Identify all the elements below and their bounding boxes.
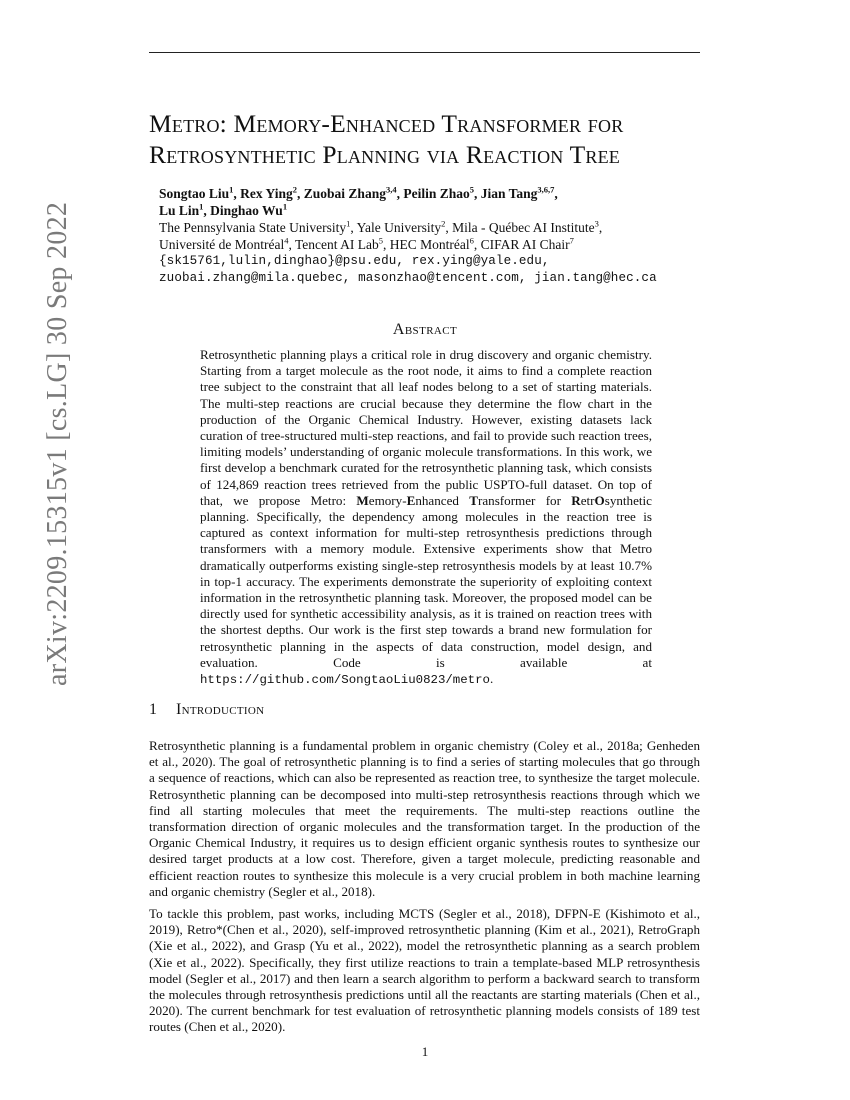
affiliation-mark: 7: [569, 235, 574, 246]
abstract-text: Retrosynthetic planning plays a critical role in drug discovery and organic chemistry. Starting from a target molecule as the root node, it aims to find a complete reaction tree subject to the constraint that all leaf nodes belong to a set of starting materials. The multi-step reactions are crucial because they determine the flow chart in the production of the Organic Chemical Industry. However, existing datasets lack curation of tree-structured multi-step reactions, and fail to provide such reaction trees, limiting models’ understanding of organic molecule transformations. In this work, we first develop a benchmark curated for the retrosynthetic planning task, which consists of 124,869 reaction trees retrieved from the public USPTO-full dataset. On top of that, we propose Metro:: [200, 347, 652, 508]
affiliation-mark: 1: [282, 201, 288, 212]
abstract-body: [200, 347, 652, 688]
section-title: Introduction: [176, 701, 265, 718]
author-name: Peilin Zhao: [403, 186, 470, 201]
section-number: 1: [149, 701, 158, 718]
author-name: Jian Tang: [480, 186, 538, 201]
acronym-text: synthetic planning.: [200, 492, 652, 525]
institution: Tencent AI Lab: [294, 237, 379, 252]
acronym-letter: E: [406, 492, 416, 508]
author-name: Songtao Liu: [159, 186, 230, 201]
affiliation-mark: 3: [594, 218, 599, 229]
affiliation-mark: 1: [346, 218, 351, 229]
acronym-letter: T: [469, 492, 478, 508]
institution: CIFAR AI Chair: [480, 237, 570, 252]
code-url-link[interactable]: https://github.com/SongtaoLiu0823/metro: [200, 673, 490, 688]
title-line-2: Retrosynthetic Planning via Reaction Tree: [149, 140, 620, 169]
affiliation-line-1: The Pennsylvania State University$^1$, Yale University$^2$, Mila - Québec AI Institute$^3$,: [159, 218, 603, 235]
page-number: 1: [421, 1044, 429, 1059]
abstract-text: Specifically, the dependency among molecules in the reaction tree is captured as context information for multi-step retrosynthesis predictions through transformers with a memory module. Extensive experiments show that Metro dramatically outperforms existing single-step retrosynthesis models by at least 10.7% in top-1 accuracy. The experiments demonstrate the superiority of exploiting context information in the retrosynthetic planning task. Moreover, the proposed model can be directly used for synthetic accessibility analysis, as it is trained on reaction trees with the shortest depths. Our work is the first step towards a brand new formulation for retrosynthetic planning in the aspects of data construction, model design, and evaluation. Code is available at: [200, 509, 652, 670]
intro-paragraph-1: Retrosynthetic planning is a fundamental problem in organic chemistry (Coley et al., 2018a; Genheden et al., 2020). The goal of retrosynthetic planning is to find a series of starting molecules that go through a sequence of reactions, which can also be represented as reaction tree, to synthesize the target molecule. Retrosynthetic planning can be decomposed into multi-step retrosynthesis reactions through which we find all starting molecules that meet the requirements. The multi-step reactions outline the transformation direction of organic molecules and the transformation target. In the production of the Organic Chemical Industry, it requires us to design efficient organic synthesis routes to synthesize our desired target products at a low cost. Therefore, given a target molecule, predicting reasonable and efficient reaction routes to synthesize this molecule is a very crucial problem in both machine learning and organic chemistry (Segler et al., 2018).: [149, 738, 700, 899]
abstract-end: .: [490, 671, 494, 687]
email-line-2[interactable]: zuobai.zhang@mila.quebec, masonzhao@tencent.com, jian.tang@hec.ca: [159, 271, 657, 285]
affiliation-line-2: Université de Montréal$^4$, Tencent AI Lab$^5$, HEC Montréal$^6$, CIFAR AI Chair$^7$: [159, 235, 574, 252]
acronym-text: emory-: [368, 492, 407, 508]
author-line-1: Songtao Liu$^1$, Rex Ying$^2$, Zuobai Zhang$^{3,4}$, Peilin Zhao$^5$, Jian Tang$^{3,6,7}$,: [159, 184, 558, 201]
affiliation-mark: 3,4: [385, 184, 397, 195]
acronym-letter: R: [571, 492, 581, 508]
email-line-1[interactable]: {sk15761,lulin,dinghao}@psu.edu, rex.ying@yale.edu,: [159, 254, 550, 268]
title-line-1: Metro: Memory-Enhanced Transformer for: [149, 109, 624, 138]
institution: HEC Montréal: [389, 237, 470, 252]
paper-title: [149, 108, 709, 170]
affiliation-mark: 1: [229, 184, 234, 195]
acronym-text: nhanced: [415, 492, 459, 508]
acronym-text: etr: [580, 492, 595, 508]
acronym-text: ransformer for: [477, 492, 572, 508]
affiliation-mark: 2: [292, 184, 298, 195]
author-name: Lu Lin: [159, 203, 200, 218]
affiliation-mark: 2: [441, 218, 446, 229]
author-line-2: Lu Lin$^1$, Dinghao Wu$^1$: [159, 201, 288, 218]
acronym-letter: M: [356, 492, 369, 508]
section-heading-introduction: [149, 701, 264, 719]
institution: Université de Montréal: [159, 237, 285, 252]
institution: The Pennsylvania State University: [159, 220, 347, 235]
institution: Yale University: [356, 220, 442, 235]
affiliation-mark: 3,6,7: [537, 184, 555, 195]
author-name: Zuobai Zhang: [303, 186, 386, 201]
author-name: Dinghao Wu: [210, 203, 283, 218]
author-block: [159, 185, 699, 287]
affiliation-mark: 6: [469, 235, 474, 246]
arxiv-identifier-stamp: arXiv:2209.15315v1 [cs.LG] 30 Sep 2022: [42, 201, 73, 686]
affiliation-mark: 4: [284, 235, 289, 246]
top-rule: [149, 52, 700, 53]
author-name: Rex Ying: [240, 186, 293, 201]
acronym-letter: O: [594, 492, 605, 508]
affiliation-mark: 5: [378, 235, 384, 246]
intro-paragraph-2: To tackle this problem, past works, including MCTS (Segler et al., 2018), DFPN-E (Kishimoto et al., 2019), Retro*(Chen et al., 2020), self-improved retrosynthetic planning (Kim et al., 2021), RetroGraph (Xie et al., 2022), and Grasp (Yu et al., 2022), model the retrosynthetic planning as a search problem (Xie et al., 2022). Specifically, they first utilize reactions to train a template-based MLP retrosynthesis model (Segler et al., 2017) and then learn a search algorithm to perform a backward search to transform the molecules through retrosynthesis predictions until all the reactants are starting materials (Chen et al., 2020). The current benchmark for test evaluation of retrosynthetic planning models consists of 189 test routes (Chen et al., 2020).: [149, 906, 700, 1035]
affiliation-mark: 5: [469, 184, 474, 195]
abstract-heading: Abstract: [392, 321, 458, 338]
affiliation-mark: 1: [199, 201, 204, 212]
institution: Mila - Québec AI Institute: [452, 220, 595, 235]
